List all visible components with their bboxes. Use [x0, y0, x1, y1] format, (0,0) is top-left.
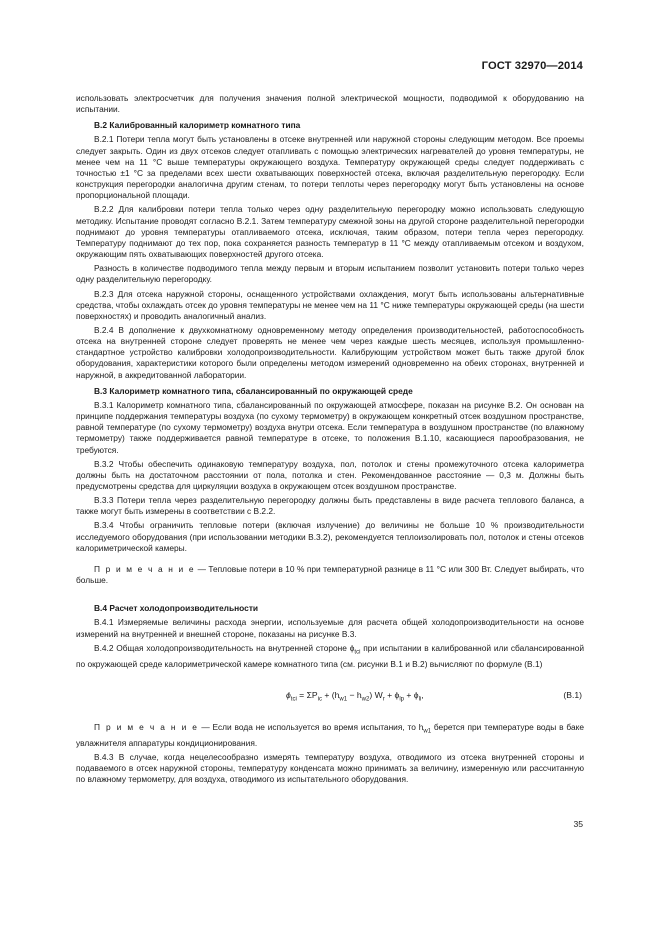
paragraph-b2-1: В.2.1 Потери тепла могут быть установлены в отсеке внутренней или наружной стороны следующим методом. Все проемы следует закрыть. Один из двух отсеков следует отапливать с помощью электрических нагревателей до уровня температуры, не менее чем на 11 °С выше температуры окружающего воздуха. Температуру окружающей среды следует поддерживать с точностью ±1 °С за пределами всех шести охватывающих поверхностей отсека, включая разделительную перегородку. Если конструкция перегородки аналогична другим стенам, то потери теплоты через перегородку могут быть установлены на основе пропорциональной площади. — [76, 134, 584, 201]
standard-number: ГОСТ 32970—2014 — [481, 60, 583, 72]
document-body — [76, 93, 584, 785]
note-b4: П р и м е ч а н и е — Если вода не используется во время испытания, то $h_{w1}$ берется при температуре воды в баке увлажнителя аппаратуры кондиционирования. — [76, 721, 584, 748]
note-label: П р и м е ч а н и е — [94, 563, 196, 574]
paragraph-b4-1: В.4.1 Измеряемые величины расхода энергии, используемые для расчета общей холодопроизводительности на основе измерений на внутренней и внешней стороне, показаны на рисунке В.3. — [76, 617, 584, 639]
phi-symbol: ϕ — [349, 642, 355, 653]
section-b3-heading: В.3 Калориметр комнатного типа, сбалансированный по окружающей среде — [94, 385, 413, 396]
paragraph-b3-1: В.3.1 Калориметр комнатного типа, сбалансированный по окружающей атмосфере, показан на рисунке В.2. Он основан на принципе поддержания температуры воздуха (по сухому термометру) в окружающем конкретный отсек воздушном пространстве, равной температуре (по сухому термометру) воздуха внутри отсека. Если температура в воздушном пространстве (по влажному термометру) также поддерживается равной температуре в отсеке, то положения В.1.10, касающиеся парообразования, не требуются. — [76, 399, 584, 455]
paragraph-b2-3: В.2.3 Для отсека наружной стороны, оснащенного устройствами охлаждения, могут быть использованы альтернативные средства, чтобы охлаждать отсек до уровня температуры не менее чем на 11 °С ниже температуры окружающей среды (на шести поверхностях) и проводить аналогичный анализ. — [76, 288, 584, 321]
paragraph-b2-2: В.2.2 Для калибровки потери тепла только через одну разделительную перегородку можно использовать следующую методику. Испытание проводят согласно В.2.1. Затем температуру смежной зоны на другой стороне разделительной перегородки поднимают до уровня температуры отапливаемого отсека, исключая, таким образом, потери тепла через перегородку. Температуру поднимают до тех пор, пока сохраняется разность температур в 11 °С между отапливаемым отсеком и воздухом, окружающим пять охватывающих поверхностей другого отсека. — [76, 204, 584, 260]
section-b4-heading: В.4 Расчет холодопроизводительности — [94, 603, 259, 614]
note-label: П р и м е ч а н и е — [94, 721, 199, 732]
paragraph-b2-2-cont: Разность в количестве подводимого тепла между первым и вторым испытанием позволит установить потери только через одну разделительную перегородку. — [76, 263, 584, 285]
paragraph-b3-4: В.3.4 Чтобы ограничить тепловые потери (включая излучение) до величины не больше 10 % производительности исследуемого оборудования (при использовании методики В.3.2), рекомендуется теплоизолировать пол, потолок и стены отсеков калориметрической камеры. — [76, 520, 584, 553]
section-b2-heading: В.2 Калиброванный калориметр комнатного типа — [94, 120, 301, 131]
paragraph-b4-2: В.4.2 Общая холодопроизводительность на внутренней стороне $\phi_{tci}$ при испытании в калиброванной или сбалансированной по окружающей среде калориметрической камере комнатного типа (см. рисунки В.1 и В.2) вычисляют по формуле (В.1) — [76, 642, 584, 669]
paragraph-b3-3: В.3.3 Потери тепла через разделительную перегородку должны быть представлены в виде расчета теплового баланса, а также могут быть измерены в соответствии с В.2.2. — [76, 495, 584, 517]
formula-b1 — [76, 684, 584, 714]
paragraph-b4-3: В.4.3 В случае, когда нецелесообразно измерять температуру воздуха, отводимого из отсека внутренней стороны и подаваемого в отсек наружной стороны, температуру конденсата можно принимать за величину, измеренную или рассчитанную по влажному термометру, для воздуха, отводимого из испытательного оборудования. — [76, 751, 584, 784]
formula-number: (В.1) — [563, 689, 582, 700]
page-number: 35 — [573, 819, 583, 829]
formula-expression: $\phi_{tci} = \Sigma P_{ic} + (h_{w1} - h_{w2}) W_r + \phi_{lp} + \phi_{li}$, — [286, 689, 424, 703]
note-b3 — [76, 564, 584, 586]
intro-paragraph: использовать электросчетчик для получения значения полной электрической мощности, подводимой к оборудованию на испытании. — [76, 93, 584, 115]
paragraph-b2-4: В.2.4 В дополнение к двухкомнатному одновременному методу определения производительностей, работоспособность отсека на внутренней стороне следует проверять не менее чем через каждые шесть месяцев, используя промышленно-стандартное устройство калибровки холодопроизводительности. Калибрующим устройством может быть также другой блок оборудования, характеристики которого были определены методом измерений одновременно на обеих сторонах, внутренней и наружной, в аккредитованной лаборатории. — [76, 324, 584, 380]
note-text: — Тепловые потери в 10 % при температурной разнице в 11 °С или 300 Вт. Следует выбирать, что больше. — [76, 563, 584, 586]
paragraph-b3-2: В.3.2 Чтобы обеспечить одинаковую температуру воздуха, пол, потолок и стены промежуточного отсека калориметра должны быть на достаточном расстоянии от пола, потолка и стен. Рекомендованное расстояние — 0,3 м. Должны быть предусмотрены средства для циркуляции воздуха в окружающем отсек воздушном пространстве. — [76, 458, 584, 491]
